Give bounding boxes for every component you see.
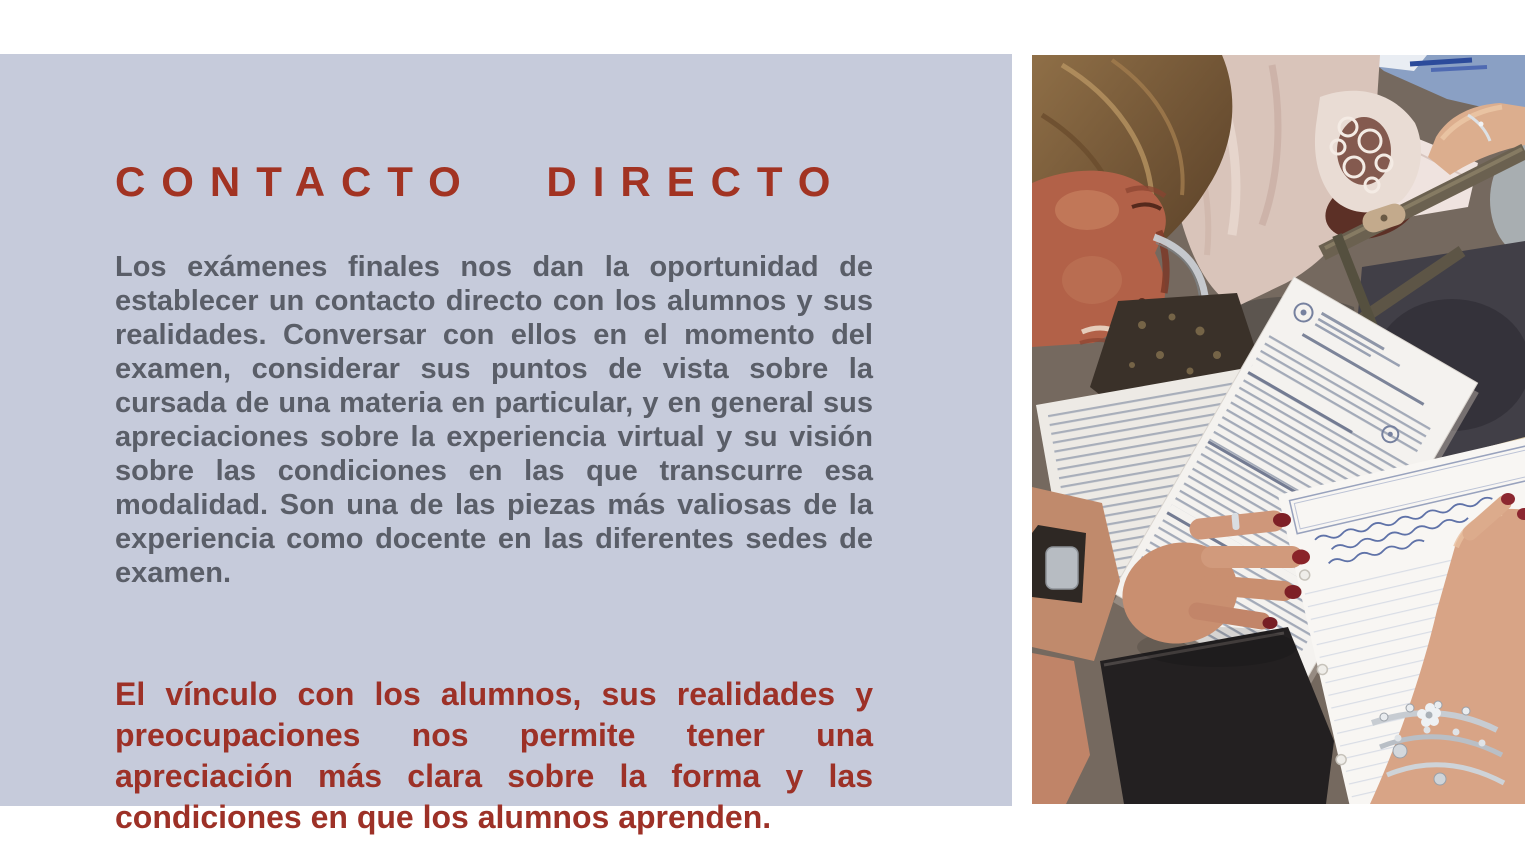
- highlight-paragraph: El vínculo con los alumnos, sus realidades y preocupaciones nos permite tener una apreciación más clara sobre la forma y las condiciones en que los alumnos aprenden.: [115, 676, 873, 835]
- text-panel: [0, 54, 1012, 835]
- body-paragraph: Los exámenes finales nos dan la oportunidad de establecer un contacto directo con los alumnos y sus realidades. Conversar con ellos en el momento del examen, considerar sus puntos de vista sobre la cursada de una materia en particular, y en general sus apreciaciones sobre la experiencia virtual y su visión sobre las condiciones en las que transcurre esa modalidad. Son una de las piezas más valiosas de la experiencia como docente en las diferentes sedes de examen.: [115, 251, 873, 589]
- page-title: CONTACTO DIRECTO: [115, 158, 847, 205]
- exam-review-photo: [1032, 55, 1525, 804]
